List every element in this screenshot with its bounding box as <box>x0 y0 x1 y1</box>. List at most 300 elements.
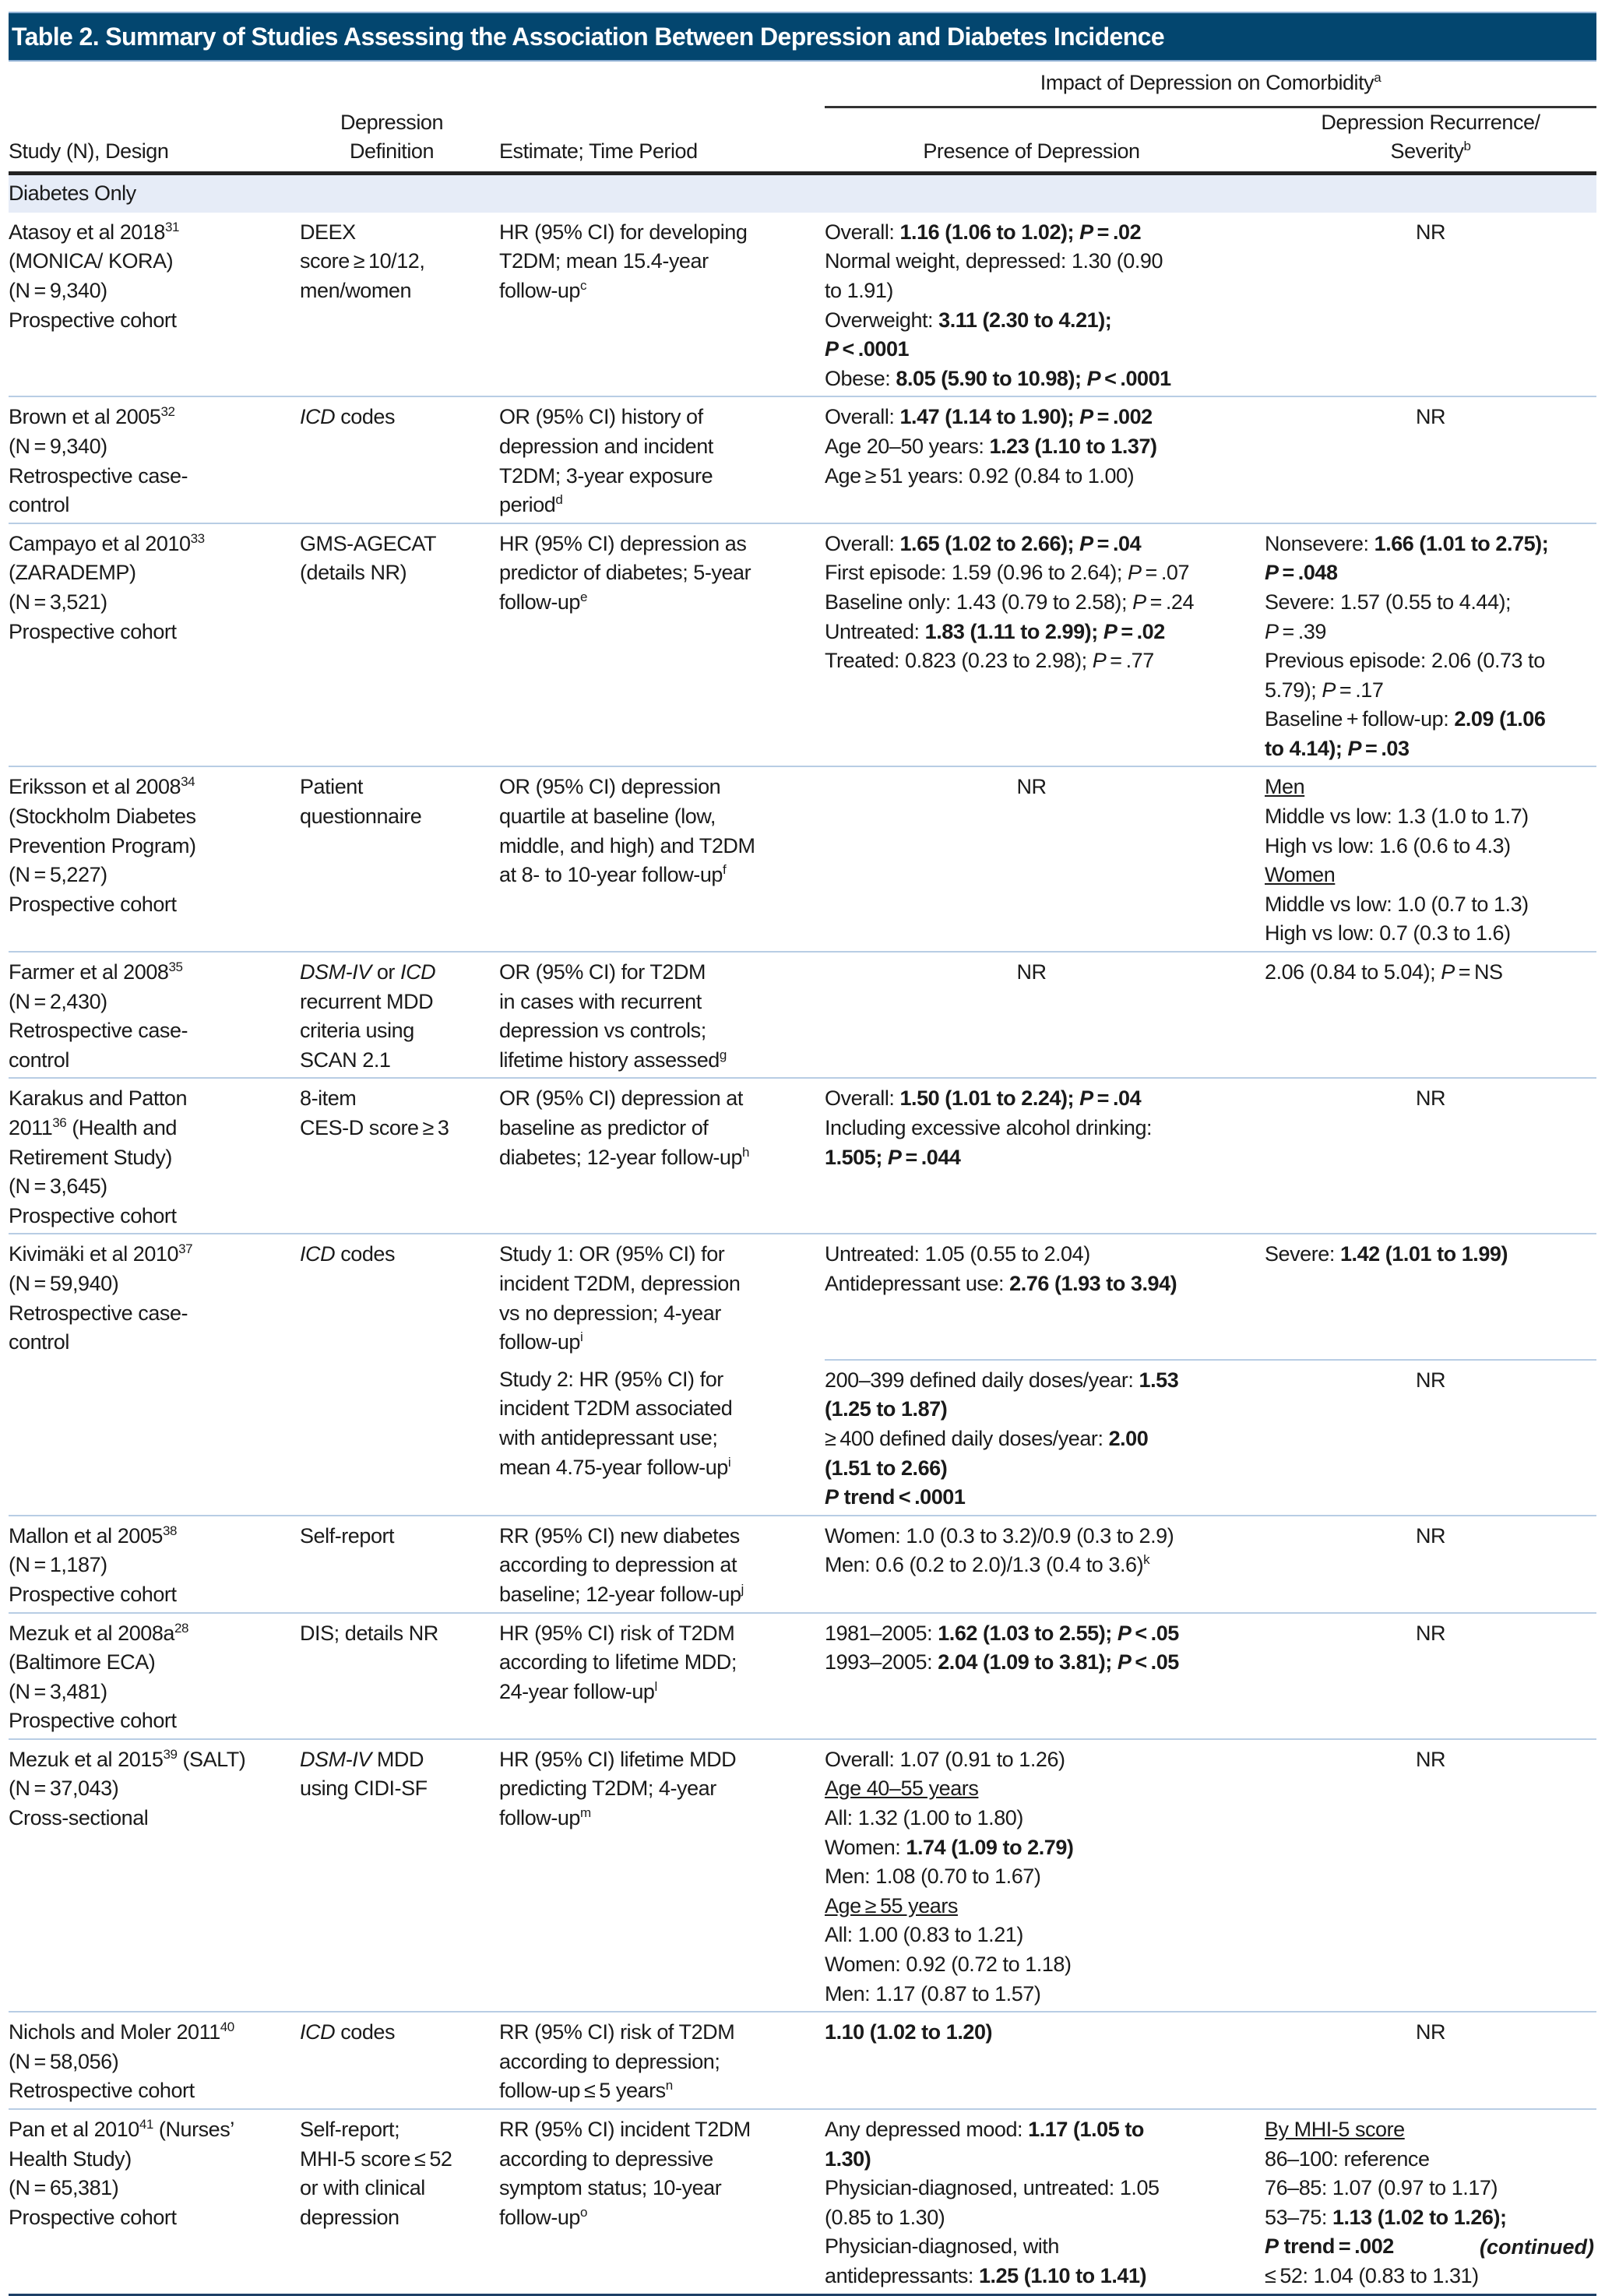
cell-line <box>300 958 499 988</box>
table-row <box>9 1739 1596 2012</box>
text-segment: Mezuk et al 2015 <box>9 1747 164 1771</box>
cell-line <box>825 335 1265 364</box>
text-segment: P <box>1086 366 1101 390</box>
presence-cell <box>825 213 1265 397</box>
cell-line <box>9 558 300 588</box>
text-segment: Women: 1.0 (0.3 to 3.2)/0.9 (0.3 to 2.9) <box>825 1523 1174 1548</box>
text-segment: (Nurses’ <box>153 2118 234 2141</box>
cell-line <box>499 773 825 802</box>
text-segment: 3.11 (2.30 to 4.21); <box>938 308 1112 332</box>
cell-line <box>9 1143 300 1173</box>
cell-line <box>1265 773 1596 802</box>
text-segment: = .39 <box>1278 619 1326 643</box>
text-segment: (N = 58,056) <box>9 2049 119 2073</box>
footnote-marker: e <box>580 589 588 604</box>
text-segment: OR (95% CI) for T2DM <box>499 960 706 984</box>
text-segment: Physician-diagnosed, with <box>825 2234 1059 2259</box>
cell-line <box>300 773 499 802</box>
cell-line <box>499 2076 825 2106</box>
text-segment: using CIDI-SF <box>300 1777 428 1801</box>
text-segment: P <box>1092 649 1107 673</box>
text-segment: Retirement Study) <box>9 1145 172 1169</box>
column-header-row <box>9 107 1596 173</box>
text-segment: P <box>1117 1650 1132 1674</box>
text-segment: OR (95% CI) history of <box>499 405 703 429</box>
table-row <box>9 1078 1596 1234</box>
presence-cell <box>825 1739 1265 2012</box>
cell-line <box>9 773 300 802</box>
cell-line <box>9 2018 300 2048</box>
text-segment: First episode: 1.59 (0.96 to 2.64); <box>825 561 1128 585</box>
cell-line <box>9 1328 300 1358</box>
text-segment: codes <box>335 405 396 429</box>
text-segment: (N = 3,645) <box>9 1174 107 1199</box>
text-segment: 1.42 (1.01 to 1.99) <box>1339 1242 1508 1266</box>
text-segment: CES-D score ≥ 3 <box>300 1116 449 1139</box>
definition-cell <box>300 2109 499 2294</box>
cell-line <box>499 1016 825 1046</box>
text-segment: = .07 <box>1141 561 1190 585</box>
text-segment: < .05 <box>1131 1621 1179 1645</box>
text-segment: (N = 65,381) <box>9 2176 119 2200</box>
cell-line <box>499 1114 825 1143</box>
recurrence-cell <box>1265 2109 1596 2294</box>
cell-line <box>9 1648 300 1678</box>
text-segment: (N = 9,340) <box>9 278 107 302</box>
header-definition-line: Depression <box>340 110 444 134</box>
cell-line <box>499 218 825 248</box>
cell-line <box>825 306 1265 336</box>
cell-line <box>9 2203 300 2233</box>
text-segment: ICD <box>400 960 436 984</box>
cell-line <box>9 861 300 890</box>
footnote-marker: f <box>722 862 727 878</box>
footnote-marker: a <box>1374 70 1381 85</box>
cell-line <box>825 1269 1265 1299</box>
footnote-marker: b <box>1463 139 1471 154</box>
footnote-marker: 37 <box>178 1241 193 1257</box>
text-segment: (Stockholm Diabetes <box>9 805 196 829</box>
cell-line <box>300 1114 499 1143</box>
cell-line <box>825 218 1265 248</box>
text-segment: diabetes; 12-year follow-up <box>499 1145 743 1169</box>
cell-line <box>825 1950 1265 1980</box>
footnote-marker: 35 <box>168 960 183 975</box>
text-segment: 2.00 <box>1108 1426 1149 1450</box>
text-segment: Normal weight, depressed: 1.30 (0.90 <box>825 249 1163 273</box>
text-segment: HR (95% CI) lifetime MDD <box>499 1747 737 1771</box>
text-segment: All: 1.00 (0.83 to 1.21) <box>825 1923 1023 1947</box>
footnote-marker: l <box>654 1678 657 1694</box>
header-estimate <box>499 107 825 173</box>
text-segment: RR (95% CI) new diabetes <box>499 1523 740 1548</box>
studies-table <box>9 65 1596 2296</box>
text-segment: 1.53 <box>1139 1368 1179 1392</box>
section-label: Diabetes Only <box>9 173 1596 213</box>
text-segment: Nichols and Moler 2011 <box>9 2020 220 2044</box>
cell-line <box>9 2115 300 2145</box>
cell-line <box>9 530 300 559</box>
cell-line <box>499 1551 825 1580</box>
text-segment: GMS-AGECAT <box>300 531 437 555</box>
text-segment: Retrospective case- <box>9 1019 188 1043</box>
cell-line <box>825 646 1265 676</box>
cell-line <box>825 364 1265 394</box>
table-row <box>9 213 1596 397</box>
cell-line <box>9 403 300 432</box>
subheading-text: Women <box>1265 863 1336 887</box>
cell-line <box>300 988 499 1017</box>
estimate-cell <box>499 1516 825 1613</box>
cell-line <box>499 1804 825 1833</box>
cell-line <box>1265 1240 1596 1269</box>
cell-line <box>499 1143 825 1173</box>
subheading-text: Men <box>1265 775 1305 799</box>
text-segment: 1.50 (1.01 to 2.24); <box>899 1086 1080 1111</box>
footnote-marker: i <box>727 1454 731 1470</box>
cell-line <box>825 958 1238 988</box>
text-segment: Men: 1.08 (0.70 to 1.67) <box>825 1865 1041 1889</box>
cell-line <box>825 1551 1265 1580</box>
text-segment: MHI-5 score ≤ 52 <box>300 2146 452 2171</box>
text-segment: depression and incident <box>499 434 713 458</box>
text-segment: P <box>1103 619 1118 643</box>
cell-line <box>499 1328 825 1358</box>
cell-line <box>825 588 1265 618</box>
text-segment: DIS; details NR <box>300 1621 438 1645</box>
text-segment: Prospective cohort <box>9 308 177 332</box>
text-segment: NR <box>1016 960 1047 984</box>
cell-line <box>825 2115 1265 2145</box>
cell-line <box>1265 802 1596 832</box>
text-segment: NR <box>1415 2020 1446 2044</box>
text-segment: Prospective cohort <box>9 892 177 916</box>
text-segment: Farmer et al 2008 <box>9 960 169 984</box>
recurrence-cell <box>1265 1613 1596 1739</box>
recurrence-cell <box>1265 1078 1596 1234</box>
cell-line <box>300 2115 499 2145</box>
cell-line <box>499 1522 825 1551</box>
text-segment: ≤ 52: 1.04 (0.83 to 1.31) <box>1265 2263 1479 2287</box>
text-segment: = .02 <box>1117 619 1165 643</box>
text-segment: 1981–2005: <box>825 1621 938 1645</box>
cell-line <box>1265 2262 1596 2291</box>
text-segment: 53–75: <box>1265 2205 1332 2229</box>
table-row <box>9 1516 1596 1613</box>
text-segment: or with clinical <box>300 2176 425 2200</box>
text-segment: with antidepressant use; <box>499 1425 718 1449</box>
cell-line <box>9 1240 300 1269</box>
estimate-cell <box>499 1234 825 1359</box>
text-segment: Previous episode: 2.06 (0.73 to <box>1265 649 1545 673</box>
text-segment: = .24 <box>1146 590 1195 614</box>
header-group-row <box>9 65 1596 107</box>
text-segment: Overall: <box>825 531 900 555</box>
text-segment: predictor of diabetes; 5-year <box>499 561 751 585</box>
header-study-text: Study (N), Design <box>9 139 169 164</box>
text-segment: 2011 <box>9 1116 53 1139</box>
text-segment: Treated: 0.823 (0.23 to 2.98); <box>825 649 1093 673</box>
cell-line <box>499 1299 825 1329</box>
text-segment: to 4.14); <box>1265 736 1348 760</box>
cell-line <box>1265 1619 1596 1649</box>
text-segment: Overall: <box>825 220 900 244</box>
cell-line <box>1265 1522 1596 1551</box>
text-segment: Nonsevere: <box>1265 531 1374 555</box>
cell-line <box>825 1921 1265 1950</box>
text-segment: Pan et al 2010 <box>9 2118 139 2141</box>
cell-line <box>499 1084 825 1114</box>
study-cell <box>9 1516 300 1613</box>
cell-line <box>825 1454 1265 1484</box>
text-segment: Mezuk et al 2008a <box>9 1621 174 1645</box>
cell-line <box>825 1745 1265 1775</box>
cell-line <box>300 1084 499 1114</box>
header-study <box>9 107 300 173</box>
text-segment: (N = 9,340) <box>9 434 107 458</box>
cell-line <box>9 2145 300 2175</box>
cell-line <box>9 2076 300 2106</box>
recurrence-cell <box>1265 1739 1596 2012</box>
text-segment: according to lifetime MDD; <box>499 1650 737 1674</box>
cell-line <box>9 1745 300 1775</box>
text-segment: score ≥ 10/12, <box>300 249 425 273</box>
recurrence-cell <box>1265 1234 1596 1359</box>
cell-line <box>1265 588 1596 618</box>
table-row <box>9 396 1596 523</box>
cell-line <box>1265 861 1596 890</box>
estimate-cell <box>499 213 825 397</box>
text-segment: (SALT) <box>177 1747 246 1771</box>
cell-line <box>9 1299 300 1329</box>
text-segment: recurrent MDD <box>300 989 434 1013</box>
text-segment: 2.06 (0.84 to 5.04); <box>1265 960 1441 984</box>
cell-line <box>1265 218 1596 248</box>
text-segment: Overall: 1.07 (0.91 to 1.26) <box>825 1747 1065 1771</box>
cell-line <box>825 530 1265 559</box>
study-cell <box>9 396 300 523</box>
text-segment: NR <box>1415 405 1446 429</box>
footnote-marker: g <box>719 1047 727 1062</box>
text-segment: P <box>1322 678 1336 702</box>
cell-line <box>300 1745 499 1775</box>
text-segment: Prospective cohort <box>9 1709 177 1733</box>
cell-line <box>499 1240 825 1269</box>
text-segment: Women: 0.92 (0.72 to 1.18) <box>825 1953 1072 1977</box>
text-segment: codes <box>335 2020 396 2044</box>
cell-line <box>300 2203 499 2233</box>
cell-line <box>9 1172 300 1202</box>
text-segment: Women: <box>825 1835 906 1859</box>
text-segment: according to depression; <box>499 2049 720 2073</box>
text-segment: 1.13 (1.02 to 1.26); <box>1332 2205 1507 2229</box>
text-segment: Untreated: 1.05 (0.55 to 2.04) <box>825 1242 1090 1266</box>
text-segment: 76–85: 1.07 (0.97 to 1.17) <box>1265 2176 1498 2200</box>
text-segment: P <box>825 337 839 361</box>
text-segment: Severe: 1.57 (0.55 to 4.44); <box>1265 590 1512 614</box>
text-segment: Overall: <box>825 1086 900 1111</box>
text-segment: 8.05 (5.90 to 10.98); <box>896 366 1087 390</box>
text-segment: P <box>1132 590 1146 614</box>
cell-line <box>825 1619 1265 1649</box>
study-cell <box>9 2012 300 2109</box>
continued-label: (continued) <box>1480 2235 1594 2259</box>
subheading-text: Age 40–55 years <box>825 1777 979 1801</box>
text-segment: Baseline + follow-up: <box>1265 707 1455 731</box>
presence-cell <box>825 766 1265 952</box>
text-segment: NR <box>1415 1368 1446 1392</box>
cell-line <box>499 403 825 432</box>
text-segment: DSM-IV <box>300 1747 371 1771</box>
text-segment: (N = 3,481) <box>9 1679 107 1703</box>
cell-line <box>499 1580 825 1610</box>
text-segment: Self-report <box>300 1523 395 1548</box>
text-segment: Health Study) <box>9 2146 132 2171</box>
text-segment: P <box>1441 960 1455 984</box>
cell-line <box>499 558 825 588</box>
text-segment: control <box>9 493 69 517</box>
text-segment: = .04 <box>1093 531 1142 555</box>
cell-line <box>300 276 499 306</box>
cell-line <box>499 276 825 306</box>
text-segment: RR (95% CI) incident T2DM <box>499 2118 751 2141</box>
footnote-marker: 39 <box>163 1746 178 1762</box>
cell-line <box>499 832 825 861</box>
text-segment: (Health and <box>66 1116 177 1139</box>
definition-cell <box>300 1234 499 1515</box>
header-definition-line: Definition <box>349 139 435 164</box>
subheading-text: Age ≥ 55 years <box>825 1893 958 1917</box>
text-segment: = .048 <box>1278 561 1338 585</box>
footnote-marker: 36 <box>52 1115 67 1130</box>
text-segment: NR <box>1016 775 1047 799</box>
estimate-cell <box>499 1613 825 1739</box>
cell-line <box>9 988 300 1017</box>
footnote-marker: j <box>741 1581 744 1597</box>
cell-line <box>9 1804 300 1833</box>
text-segment: SCAN 2.1 <box>300 1048 391 1072</box>
text-segment: baseline; 12-year follow-up <box>499 1582 741 1606</box>
cell-line <box>499 462 825 491</box>
impact-header-text: Impact of Depression on Comorbidity <box>1040 71 1374 94</box>
text-segment: T2DM; 3-year exposure <box>499 463 713 488</box>
cell-line <box>499 1424 825 1453</box>
cell-line <box>825 1833 1265 1863</box>
cell-line <box>9 306 300 336</box>
text-segment: P <box>1265 2234 1279 2259</box>
footnote-marker: m <box>580 1805 591 1821</box>
text-segment: RR (95% CI) risk of T2DM <box>499 2020 735 2044</box>
text-segment: Retrospective cohort <box>9 2079 195 2103</box>
text-segment: 8-item <box>300 1086 357 1111</box>
cell-line <box>300 1016 499 1046</box>
text-segment: Middle vs low: 1.0 (0.7 to 1.3) <box>1265 892 1529 916</box>
text-segment: mean 4.75-year follow-up <box>499 1455 728 1479</box>
text-segment: (1.51 to 2.66) <box>825 1456 948 1480</box>
text-segment: or <box>371 960 401 984</box>
text-segment: Severe: <box>1265 1242 1340 1266</box>
cell-line <box>1265 919 1596 949</box>
cell-line <box>825 1892 1265 1921</box>
text-segment: Cross-sectional <box>9 1806 149 1830</box>
cell-line <box>9 802 300 832</box>
cell-line <box>499 1046 825 1076</box>
text-segment: 2.04 (1.09 to 3.81); <box>938 1650 1118 1674</box>
text-segment: trend < .0001 <box>838 1485 966 1509</box>
cell-line <box>300 1522 499 1551</box>
cell-line <box>499 530 825 559</box>
text-segment: at 8- to 10-year follow-up <box>499 863 723 887</box>
text-segment: (Baltimore ECA) <box>9 1650 156 1674</box>
text-segment: according to depression at <box>499 1553 737 1577</box>
cell-line <box>499 2203 825 2233</box>
study-cell <box>9 1234 300 1515</box>
text-segment: < .0001 <box>1100 366 1171 390</box>
definition-cell <box>300 1613 499 1739</box>
text-segment: = .002 <box>1093 405 1153 429</box>
text-segment: 1.30) <box>825 2146 871 2171</box>
cell-line <box>300 2018 499 2048</box>
text-segment: Study 1: OR (95% CI) for <box>499 1242 725 1266</box>
subheading-text: By MHI-5 score <box>1265 2118 1405 2141</box>
cell-line <box>9 1114 300 1143</box>
cell-line <box>1265 676 1596 706</box>
text-segment: 1.16 (1.06 to 1.02); <box>899 220 1080 244</box>
text-segment: 1993–2005: <box>825 1650 938 1674</box>
cell-line <box>499 2018 825 2048</box>
text-segment: (MONICA/ KORA) <box>9 249 174 273</box>
cell-line <box>825 558 1265 588</box>
text-segment: 1.47 (1.14 to 1.90); <box>899 405 1080 429</box>
text-segment: (details NR) <box>300 561 407 585</box>
presence-cell <box>825 952 1265 1078</box>
cell-line <box>300 530 499 559</box>
cell-line <box>9 958 300 988</box>
text-segment: (N = 5,227) <box>9 863 107 887</box>
cell-line <box>1265 2115 1596 2145</box>
cell-line <box>499 2174 825 2203</box>
text-segment: (1.25 to 1.87) <box>825 1397 948 1421</box>
text-segment: control <box>9 1048 69 1072</box>
recurrence-cell <box>1265 1360 1596 1516</box>
text-segment: in cases with recurrent <box>499 989 702 1013</box>
text-segment: NR <box>1415 1747 1446 1771</box>
text-segment: Prospective cohort <box>9 1203 177 1227</box>
text-segment: Middle vs low: 1.3 (1.0 to 1.7) <box>1265 805 1529 829</box>
study-cell <box>9 2109 300 2294</box>
estimate-cell <box>499 2109 825 2294</box>
text-segment: follow-up <box>499 590 581 614</box>
cell-line <box>499 1745 825 1775</box>
text-segment: ICD <box>300 2020 336 2044</box>
presence-cell <box>825 1613 1265 1739</box>
text-segment: 200–399 defined daily doses/year: <box>825 1368 1139 1392</box>
text-segment: ICD <box>300 1242 336 1266</box>
presence-cell <box>825 1360 1265 1516</box>
text-segment: Obese: <box>825 366 896 390</box>
text-segment: follow-up <box>499 278 581 302</box>
cell-line <box>9 1046 300 1076</box>
cell-line <box>825 1424 1265 1454</box>
cell-line <box>300 247 499 276</box>
study-cell <box>9 213 300 397</box>
header-presence <box>825 107 1265 173</box>
text-segment: HR (95% CI) risk of T2DM <box>499 1621 735 1645</box>
text-segment: 1.25 (1.10 to 1.41) <box>978 2263 1147 2287</box>
definition-cell <box>300 766 499 952</box>
study-cell <box>9 1613 300 1739</box>
definition-cell <box>300 1078 499 1234</box>
